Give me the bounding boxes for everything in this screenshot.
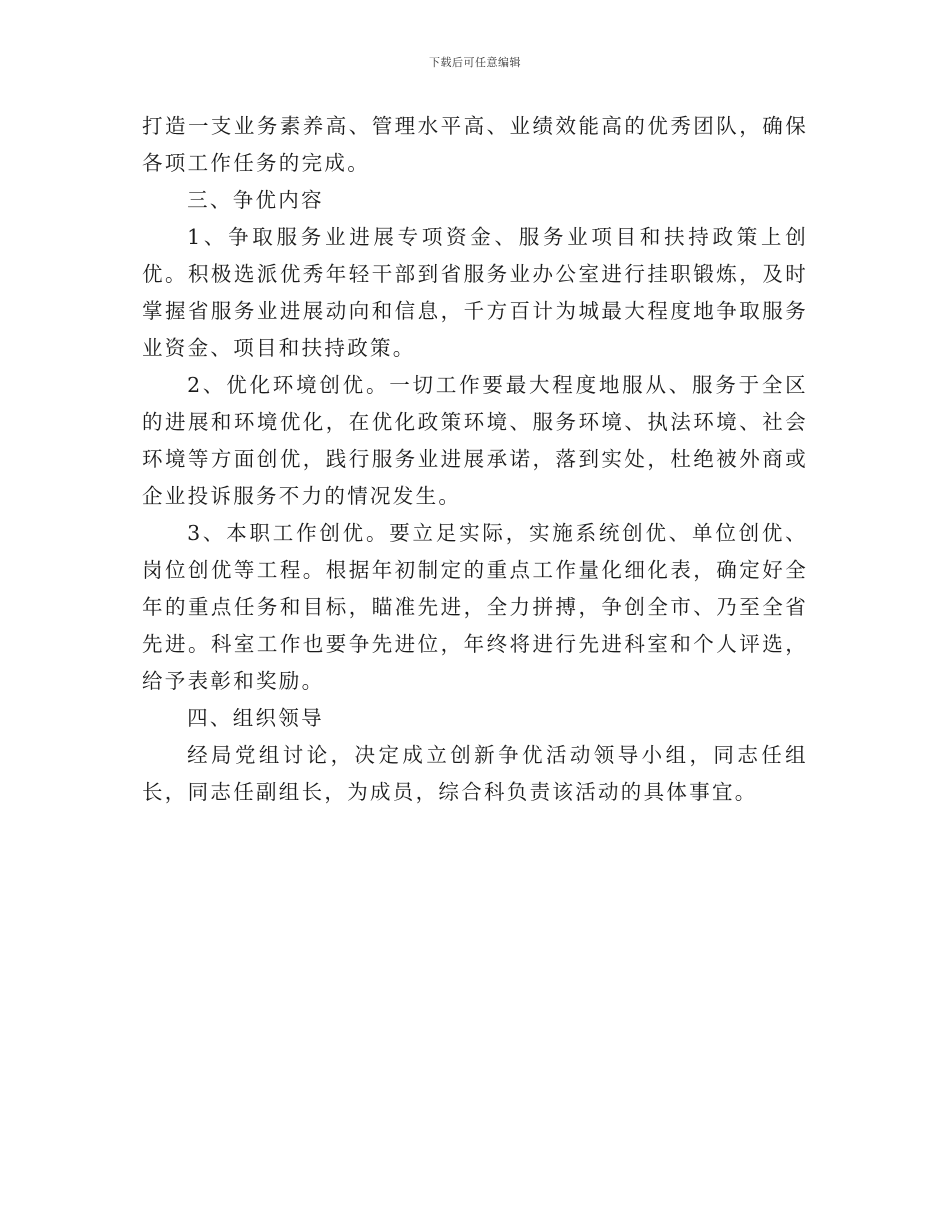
- section-3-item-1: 1、争取服务业进展专项资金、服务业项目和扶持政策上创优。积极选派优秀年轻干部到省服务业办公室进行挂职锻炼，及时掌握省服务业进展动向和信息，千方百计为城最大程度地争取服务业资金、项目和扶持政策。: [142, 225, 808, 360]
- section-4-heading: 四、组织领导: [187, 706, 324, 730]
- document-body: [142, 108, 808, 811]
- section-3-heading: 三、争优内容: [187, 188, 324, 212]
- page-header-note: 下载后可任意编辑: [429, 56, 521, 69]
- section-3-item-2: 2、优化环境创优。一切工作要最大程度地服从、服务于全区的进展和环境优化，在优化政策环境、服务环境、执法环境、社会环境等方面创优，践行服务业进展承诺，落到实处，杜绝被外商或企业投诉服务不力的情况发生。: [142, 373, 808, 508]
- continued-paragraph: 打造一支业务素养高、管理水平高、业绩效能高的优秀团队，确保各项工作任务的完成。: [142, 114, 808, 175]
- section-3-item-3: 3、本职工作创优。要立足实际，实施系统创优、单位创优、岗位创优等工程。根据年初制定的重点工作量化细化表，确定好全年的重点任务和目标，瞄准先进，全力拼搏，争创全市、乃至全省先进。科室工作也要争先进位，年终将进行先进科室和个人评选，给予表彰和奖励。: [142, 521, 808, 693]
- section-4-body: 经局党组讨论，决定成立创新争优活动领导小组，同志任组长，同志任副组长，为成员，综合科负责该活动的具体事宜。: [142, 743, 808, 804]
